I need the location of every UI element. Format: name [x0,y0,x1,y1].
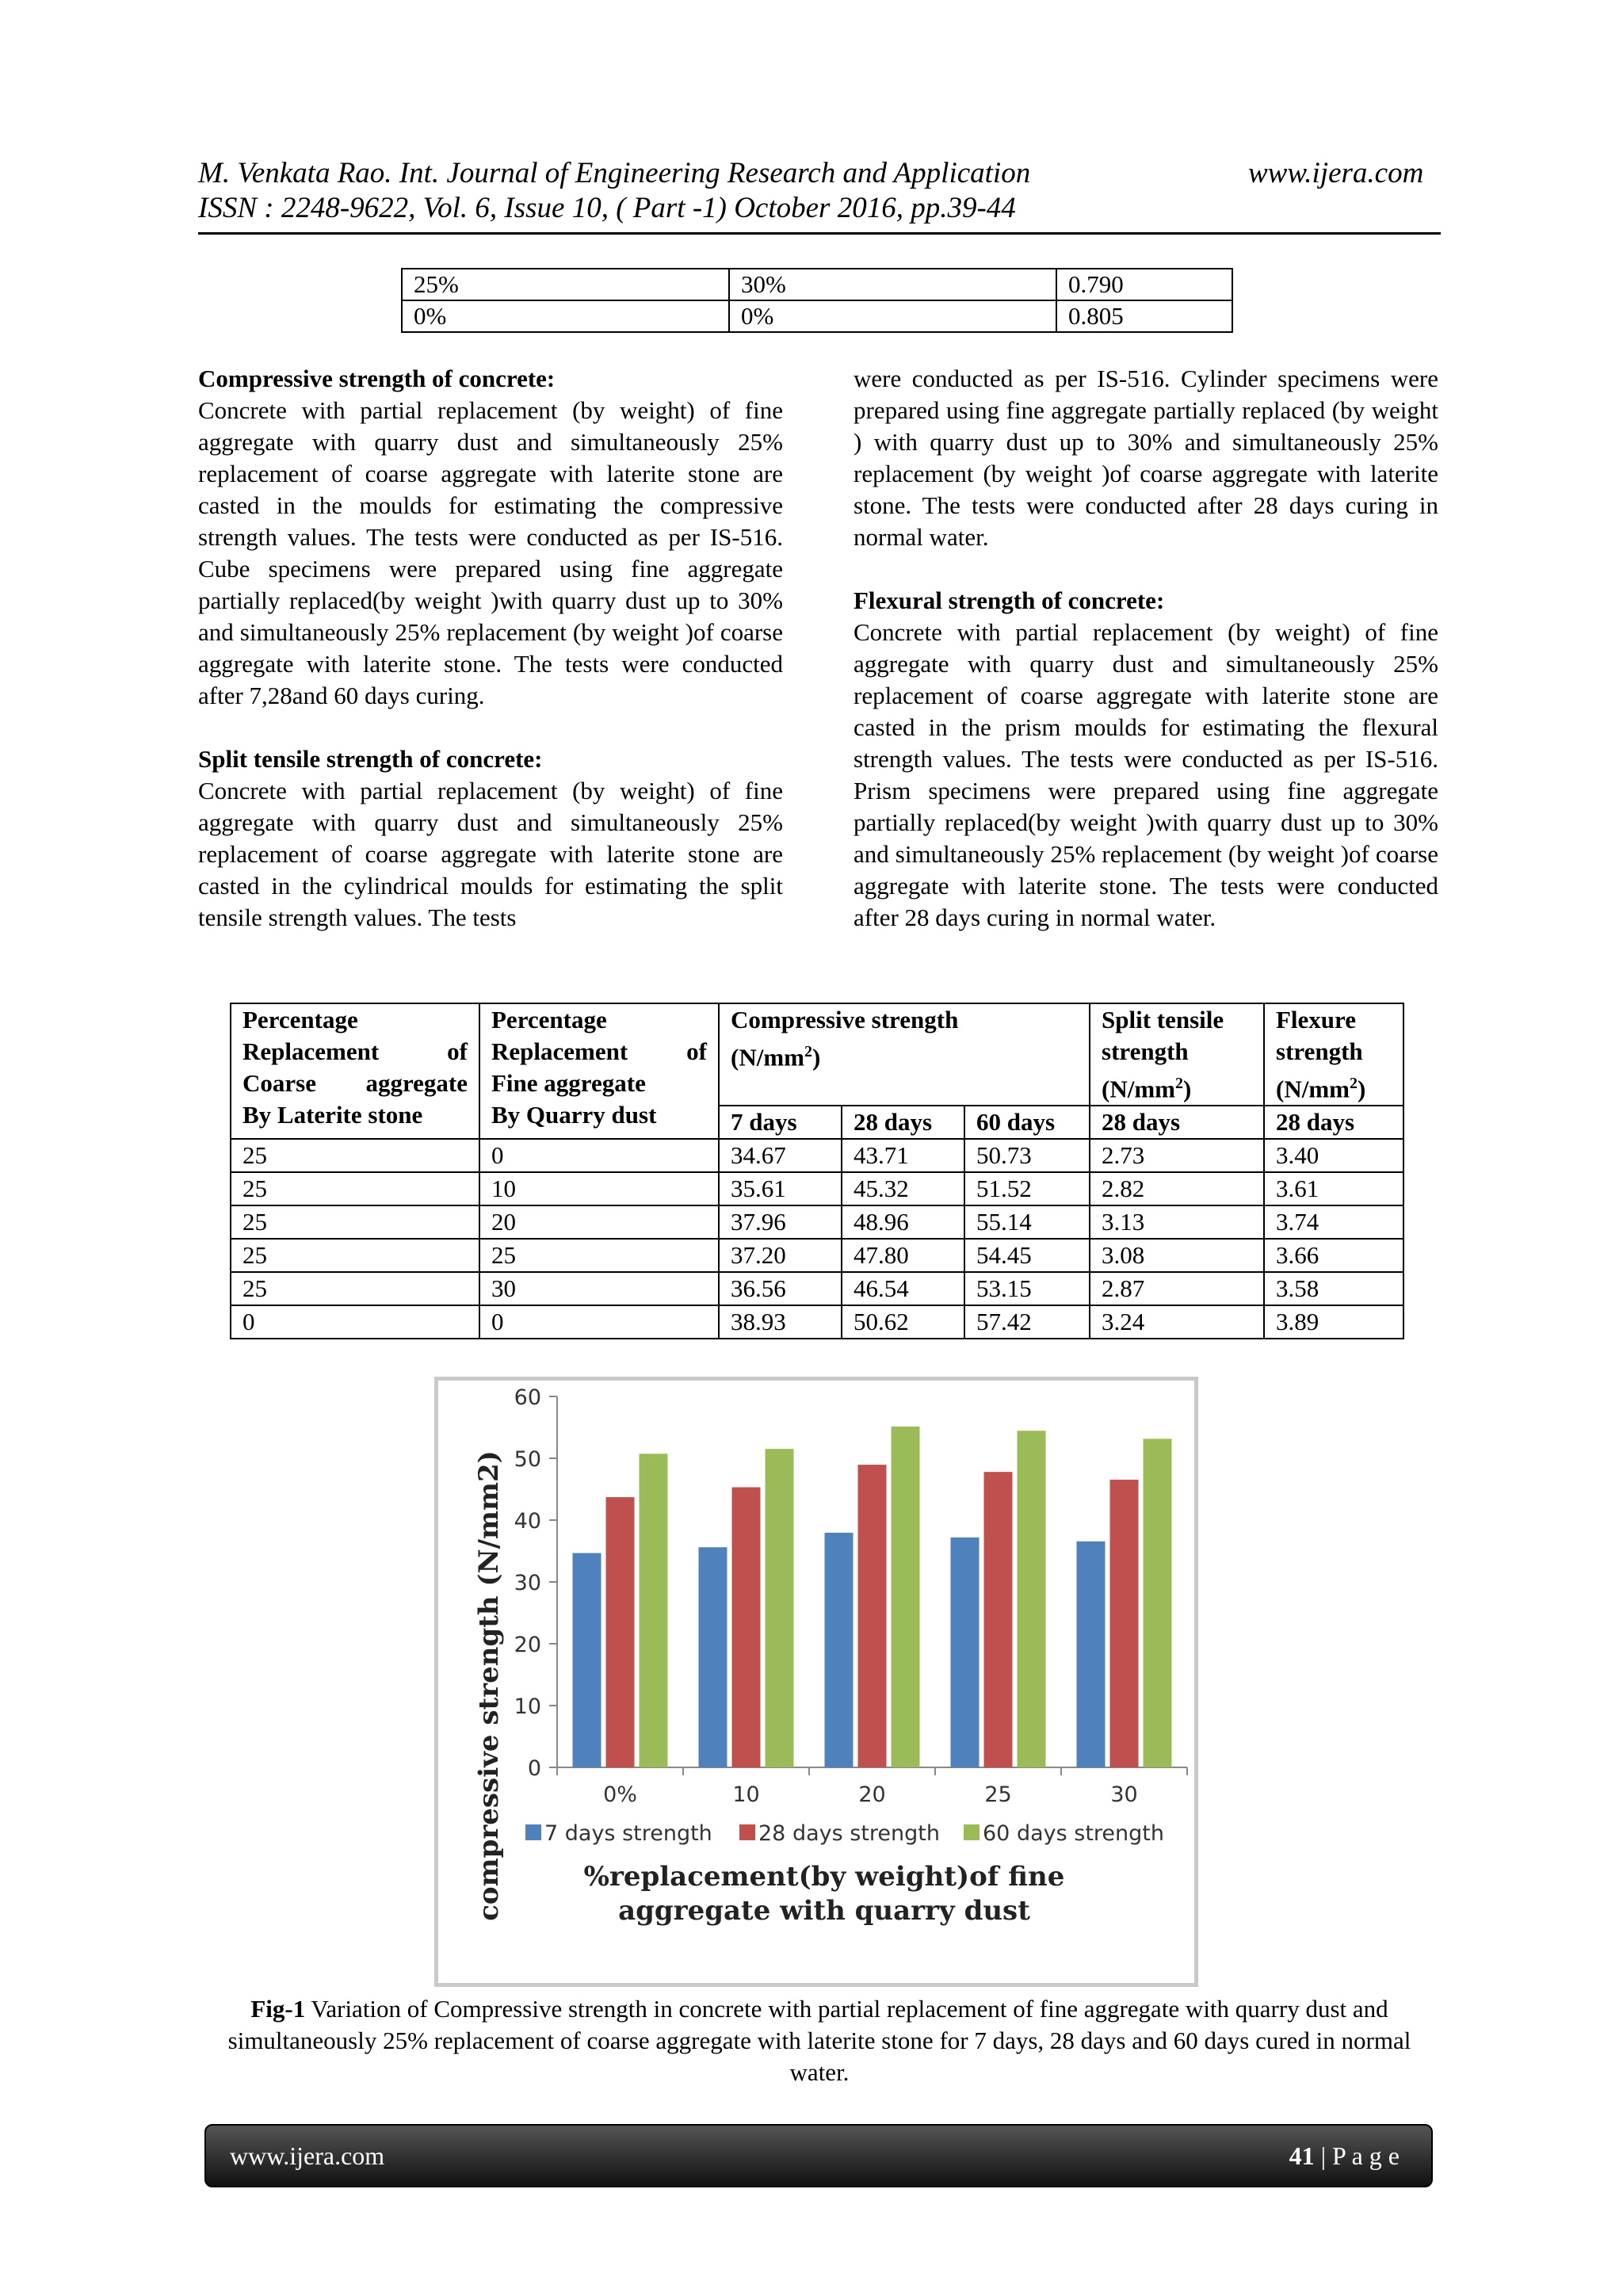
table-cell: 47.80 [842,1239,964,1272]
figure-caption [198,1993,1441,2088]
y-tick-label: 10 [514,1694,541,1719]
table-cell: 3.24 [1090,1305,1264,1339]
table-cell: 50.62 [842,1305,964,1339]
results-table [230,1003,1404,1339]
header-coarse: Percentage Replacement of Coarse aggregate By Laterite stone [231,1003,479,1139]
bar [1144,1438,1172,1767]
table-cell: 38.93 [719,1305,842,1339]
table-cell: 25 [231,1272,479,1305]
bar [640,1454,668,1767]
table-row [231,1205,1403,1239]
table-row [231,1139,1403,1172]
bar [1077,1541,1106,1767]
table-cell: 54.45 [964,1239,1090,1272]
table-cell: 3.13 [1090,1205,1264,1239]
y-tick-label: 60 [514,1385,541,1410]
paragraph-split-cont: were conducted as per IS-516. Cylinder specimens were prepared using fine aggregate partially replaced (by weight ) with quarry dust up to 30% and simultaneously 25% replacement (by weight )of coarse aggregate with laterite stone. The tests were conducted after 28 days curing in normal water. [854,365,1438,551]
table-cell: 37.20 [719,1239,842,1272]
bar [984,1472,1013,1767]
subheader-7days: 7 days [719,1106,842,1139]
table-cell: 3.61 [1264,1172,1403,1205]
table-cell: 46.54 [842,1272,964,1305]
table-cell: 2.73 [1090,1139,1264,1172]
section-heading-compressive: Compressive strength of concrete: [198,365,556,392]
figure-label: Fig-1 [250,1995,306,2023]
table-header-row [231,1003,1403,1106]
x-tick-label: 30 [1110,1782,1138,1807]
table-row [231,1272,1403,1305]
table-cell: 25 [231,1139,479,1172]
running-header-left: M. Venkata Rao. Int. Journal of Engineering Research and Application [198,157,1031,189]
x-axis-label-line1: %replacement(by weight)of fine [583,1861,1065,1893]
bar [766,1449,794,1767]
table-cell: 3.66 [1264,1239,1403,1272]
bar [1110,1480,1139,1767]
subheader-28days: 28 days [842,1106,964,1139]
table-row [231,1305,1403,1339]
table-cell: 30 [479,1272,719,1305]
section-heading-flexural: Flexural strength of concrete: [854,586,1165,614]
table-cell: 50.73 [964,1139,1090,1172]
legend-label: 7 days strength [544,1821,712,1846]
y-tick-label: 30 [514,1571,541,1595]
x-axis-label-line2: aggregate with quarry dust [618,1895,1030,1927]
legend-label: 60 days strength [983,1821,1164,1846]
y-tick-label: 40 [514,1509,541,1534]
subheader-split-28days: 28 days [1090,1106,1264,1139]
table-cell: 30% [729,269,1056,300]
bar [1018,1431,1046,1767]
table-cell: 0% [402,300,729,332]
figure-caption-text: Variation of Compressive strength in concrete with partial replacement of fine aggregate with quarry dust and simultaneously 25% replacement of coarse aggregate with laterite stone for 7 days, 28 days and 60 days cured in normal water. [227,1995,1411,2086]
table-cell: 0% [729,300,1056,332]
section-heading-split: Split tensile strength of concrete: [198,745,543,773]
table-cell: 3.74 [1264,1205,1403,1239]
top-table [401,268,1233,333]
table-cell: 10 [479,1172,719,1205]
table-cell: 20 [479,1205,719,1239]
table-cell: 35.61 [719,1172,842,1205]
legend-label: 28 days strength [758,1821,940,1846]
running-header-url: www.ijera.com [1248,157,1424,189]
table-cell: 0 [231,1305,479,1339]
table-cell: 43.71 [842,1139,964,1172]
figure-chart-frame [434,1377,1198,1987]
table-cell: 3.40 [1264,1139,1403,1172]
left-column [198,363,783,934]
table-cell: 25 [231,1205,479,1239]
bar [825,1533,854,1767]
header-flexure: Flexure strength $(N/mm^2)$ [1264,1003,1403,1106]
table-cell: 34.67 [719,1139,842,1172]
footer-page-word: | P a g e [1314,2141,1400,2170]
footer-site: www.ijera.com [230,2141,385,2170]
header-rule [198,232,1441,235]
bar [732,1488,761,1767]
footer-page [1289,2140,1400,2172]
page-footer [204,2124,1433,2187]
x-tick-label: 20 [858,1782,886,1807]
legend-swatch [525,1824,541,1840]
x-tick-label: 25 [984,1782,1012,1807]
y-tick-label: 20 [514,1633,541,1657]
table-cell: 3.08 [1090,1239,1264,1272]
table-cell: 51.52 [964,1172,1090,1205]
x-tick-label: 0% [603,1782,637,1807]
y-tick-label: 0 [527,1756,541,1781]
header-split: Split tensile strength $(N/mm^2)$ [1090,1003,1264,1106]
subheader-flex-28days: 28 days [1264,1106,1403,1139]
y-axis-label: compressive strength (N/mm2) [473,1450,505,1921]
table-row [231,1172,1403,1205]
legend-swatch [964,1824,980,1840]
table-cell: 55.14 [964,1205,1090,1239]
paragraph-flexural: Concrete with partial replacement (by weight) of fine aggregate with quarry dust and simultaneously 25% replacement of coarse aggregate with laterite stone are casted in the prism moulds for estimating the flexural strength values. The tests were conducted as per IS-516. Prism specimens were prepared using fine aggregate partially replaced(by weight )with quarry dust up to 30% and simultaneously 25% replacement (by weight )of coarse aggregate with laterite stone. The tests were conducted after 28 days curing in normal water. [854,618,1438,931]
table-cell: 25% [402,269,729,300]
table-row [402,300,1232,332]
header-fine: Percentage Replacement of Fine aggregate By Quarry dust [479,1003,719,1139]
table-cell: 48.96 [842,1205,964,1239]
table-cell: 57.42 [964,1305,1090,1339]
right-column [854,363,1438,934]
bar [606,1497,635,1767]
table-cell: 53.15 [964,1272,1090,1305]
table-cell: 0 [479,1139,719,1172]
bar [951,1538,980,1767]
table-cell: 0.790 [1056,269,1232,300]
table-cell: 25 [479,1239,719,1272]
table-cell: 0.805 [1056,300,1232,332]
table-cell: 25 [231,1172,479,1205]
table-cell: 37.96 [719,1205,842,1239]
table-cell: 25 [231,1239,479,1272]
table-cell: 3.58 [1264,1272,1403,1305]
paragraph-split: Concrete with partial replacement (by weight) of fine aggregate with quarry dust and simultaneously 25% replacement of coarse aggregate with laterite stone are casted in the cylindrical moulds for estimating the split tensile strength values. The tests [198,777,783,931]
y-tick-label: 50 [514,1447,541,1472]
table-cell: 2.87 [1090,1272,1264,1305]
header-compressive: Compressive strength $(N/mm^2)$ [719,1003,1090,1106]
running-header-issn: ISSN : 2248-9622, Vol. 6, Issue 10, ( Part -1) October 2016, pp.39-44 [198,192,1016,224]
bar [892,1427,920,1767]
legend-swatch [739,1824,755,1840]
table-cell: 3.89 [1264,1305,1403,1339]
subheader-60days: 60 days [964,1106,1090,1139]
bar [858,1465,887,1767]
paragraph-compressive: Concrete with partial replacement (by weight) of fine aggregate with quarry dust and simultaneously 25% replacement of coarse aggregate with laterite stone are casted in the moulds for estimating the compressive strength values. The tests were conducted as per IS-516. Cube specimens were prepared using fine aggregate partially replaced(by weight )with quarry dust up to 30% and simultaneously 25% replacement (by weight )of coarse aggregate with laterite stone. The tests were conducted after 7,28and 60 days curing. [198,396,783,709]
table-cell: 45.32 [842,1172,964,1205]
chart-legend [525,1821,1164,1846]
x-tick-label: 10 [732,1782,760,1807]
table-cell: 2.82 [1090,1172,1264,1205]
table-cell: 36.56 [719,1272,842,1305]
table-row [231,1239,1403,1272]
table-row [402,269,1232,300]
compressive-strength-chart [438,1381,1194,1983]
footer-page-number: 41 [1289,2141,1315,2170]
bar [573,1553,601,1767]
bar [699,1547,727,1767]
table-cell: 0 [479,1305,719,1339]
